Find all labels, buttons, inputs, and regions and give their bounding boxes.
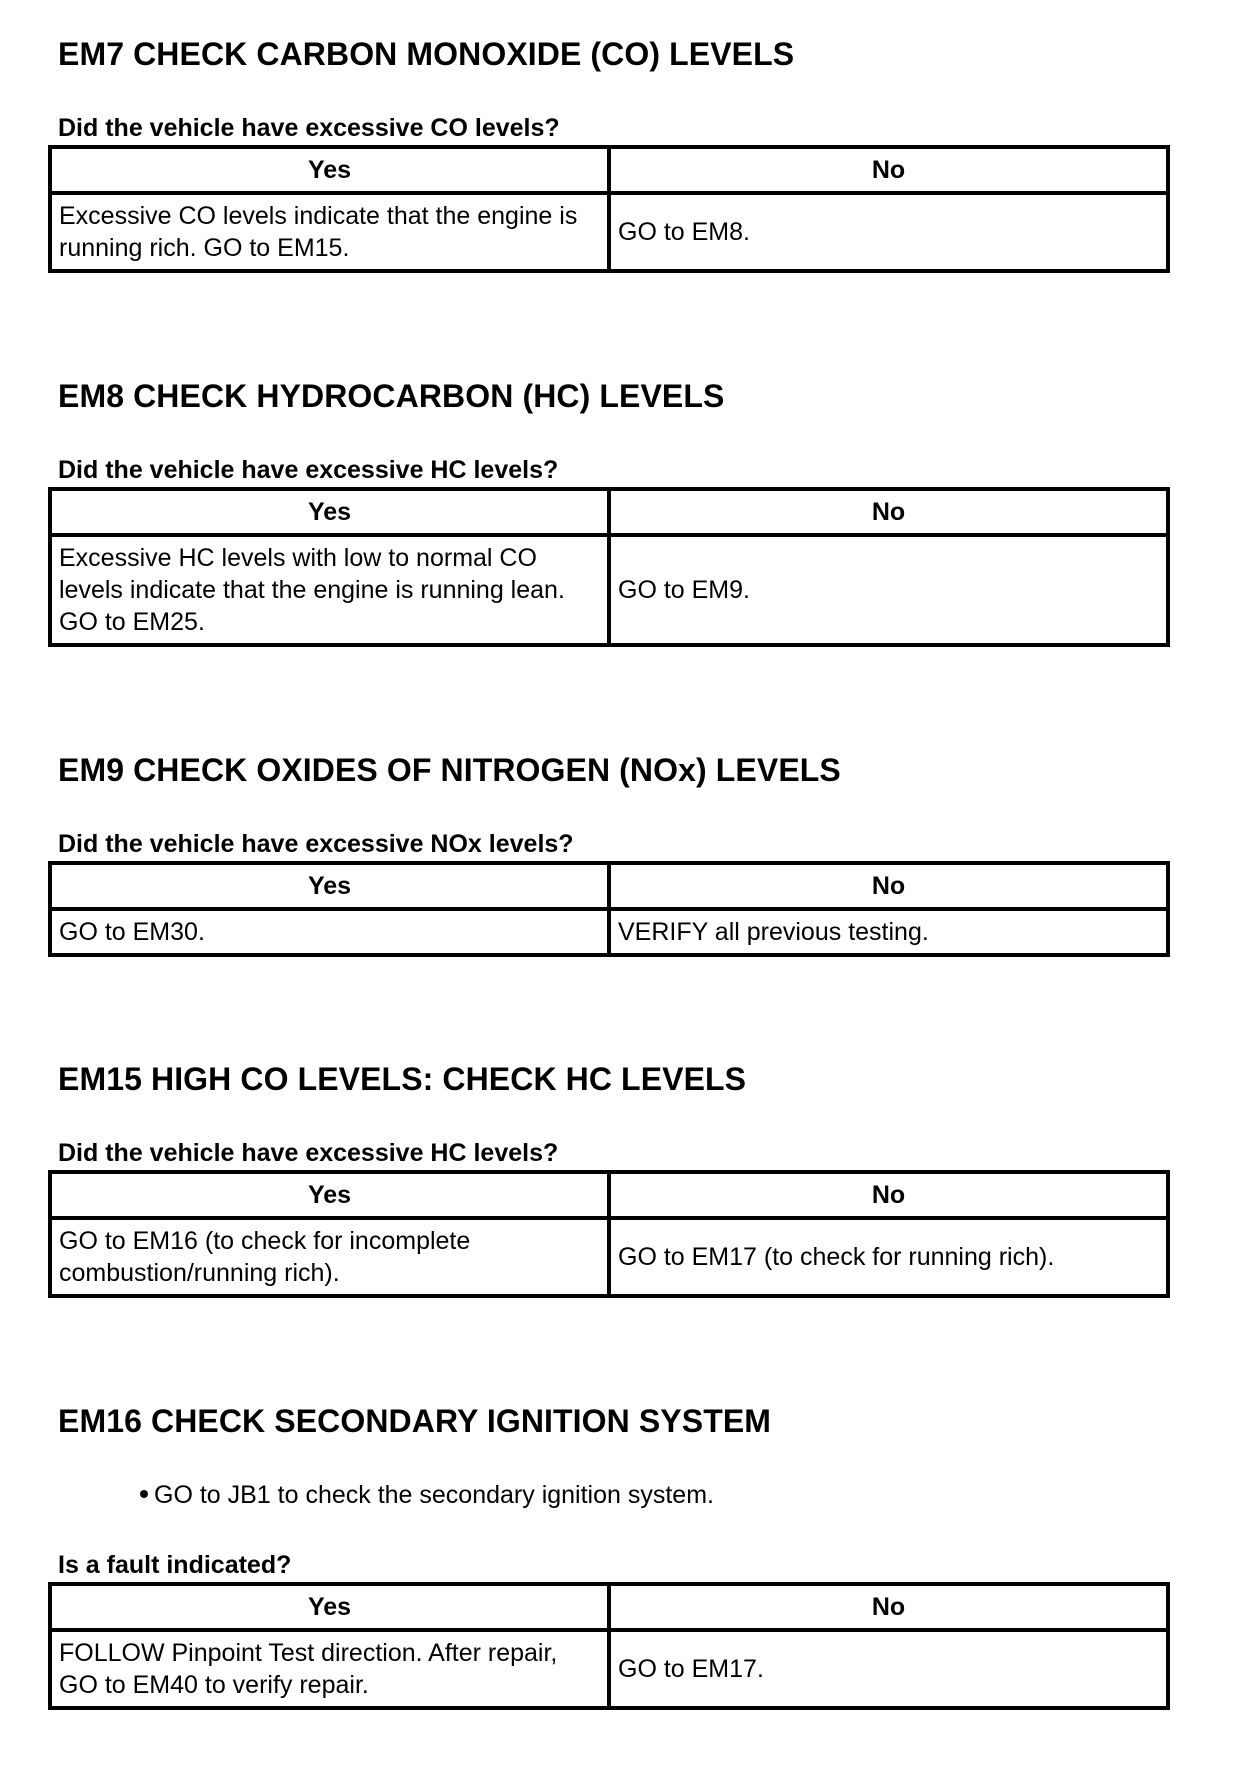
no-cell: GO to EM17 (to check for running rich).	[609, 1218, 1168, 1296]
no-cell: GO to EM8.	[609, 193, 1168, 271]
section-question: Is a fault indicated?	[58, 1551, 292, 1579]
yes-no-table	[48, 861, 1170, 957]
section-title: EM9 CHECK OXIDES OF NITROGEN (NOx) LEVELS	[58, 752, 841, 788]
table-row	[50, 193, 1168, 271]
yes-cell: GO to EM30.	[50, 909, 609, 955]
yes-no-table	[48, 1170, 1170, 1298]
no-header: No	[609, 147, 1168, 193]
section-title: EM7 CHECK CARBON MONOXIDE (CO) LEVELS	[58, 36, 795, 72]
table-row	[50, 909, 1168, 955]
bullet-item	[140, 1481, 714, 1510]
no-header: No	[609, 863, 1168, 909]
yes-header: Yes	[50, 489, 609, 535]
table-header-row	[50, 147, 1168, 193]
yes-cell: Excessive CO levels indicate that the engine is running rich. GO to EM15.	[50, 193, 609, 271]
table-row	[50, 1218, 1168, 1296]
no-cell: GO to EM9.	[609, 535, 1168, 645]
no-header: No	[609, 1172, 1168, 1218]
section-question: Did the vehicle have excessive NOx levels?	[58, 830, 574, 858]
yes-header: Yes	[50, 863, 609, 909]
section-question: Did the vehicle have excessive CO levels?	[58, 114, 560, 142]
section-title: EM16 CHECK SECONDARY IGNITION SYSTEM	[58, 1403, 772, 1439]
section-title: EM8 CHECK HYDROCARBON (HC) LEVELS	[58, 378, 725, 414]
yes-no-table	[48, 145, 1170, 273]
table-header-row	[50, 1584, 1168, 1630]
section-title: EM15 HIGH CO LEVELS: CHECK HC LEVELS	[58, 1061, 747, 1097]
yes-no-table	[48, 1582, 1170, 1710]
table-header-row	[50, 863, 1168, 909]
table-header-row	[50, 1172, 1168, 1218]
no-header: No	[609, 1584, 1168, 1630]
section-question: Did the vehicle have excessive HC levels?	[58, 1139, 559, 1167]
no-header: No	[609, 489, 1168, 535]
table-row	[50, 535, 1168, 645]
yes-cell: GO to EM16 (to check for incomplete combustion/running rich).	[50, 1218, 609, 1296]
yes-cell: FOLLOW Pinpoint Test direction. After repair, GO to EM40 to verify repair.	[50, 1630, 609, 1708]
yes-no-table	[48, 487, 1170, 647]
table-row	[50, 1630, 1168, 1708]
yes-header: Yes	[50, 1172, 609, 1218]
no-cell: GO to EM17.	[609, 1630, 1168, 1708]
bullet-text: GO to JB1 to check the secondary ignition system.	[154, 1481, 714, 1509]
yes-cell: Excessive HC levels with low to normal CO levels indicate that the engine is running lean. GO to EM25.	[50, 535, 609, 645]
table-header-row	[50, 489, 1168, 535]
bullet-icon	[140, 1490, 148, 1498]
yes-header: Yes	[50, 1584, 609, 1630]
no-cell: VERIFY all previous testing.	[609, 909, 1168, 955]
section-question: Did the vehicle have excessive HC levels?	[58, 456, 559, 484]
yes-header: Yes	[50, 147, 609, 193]
